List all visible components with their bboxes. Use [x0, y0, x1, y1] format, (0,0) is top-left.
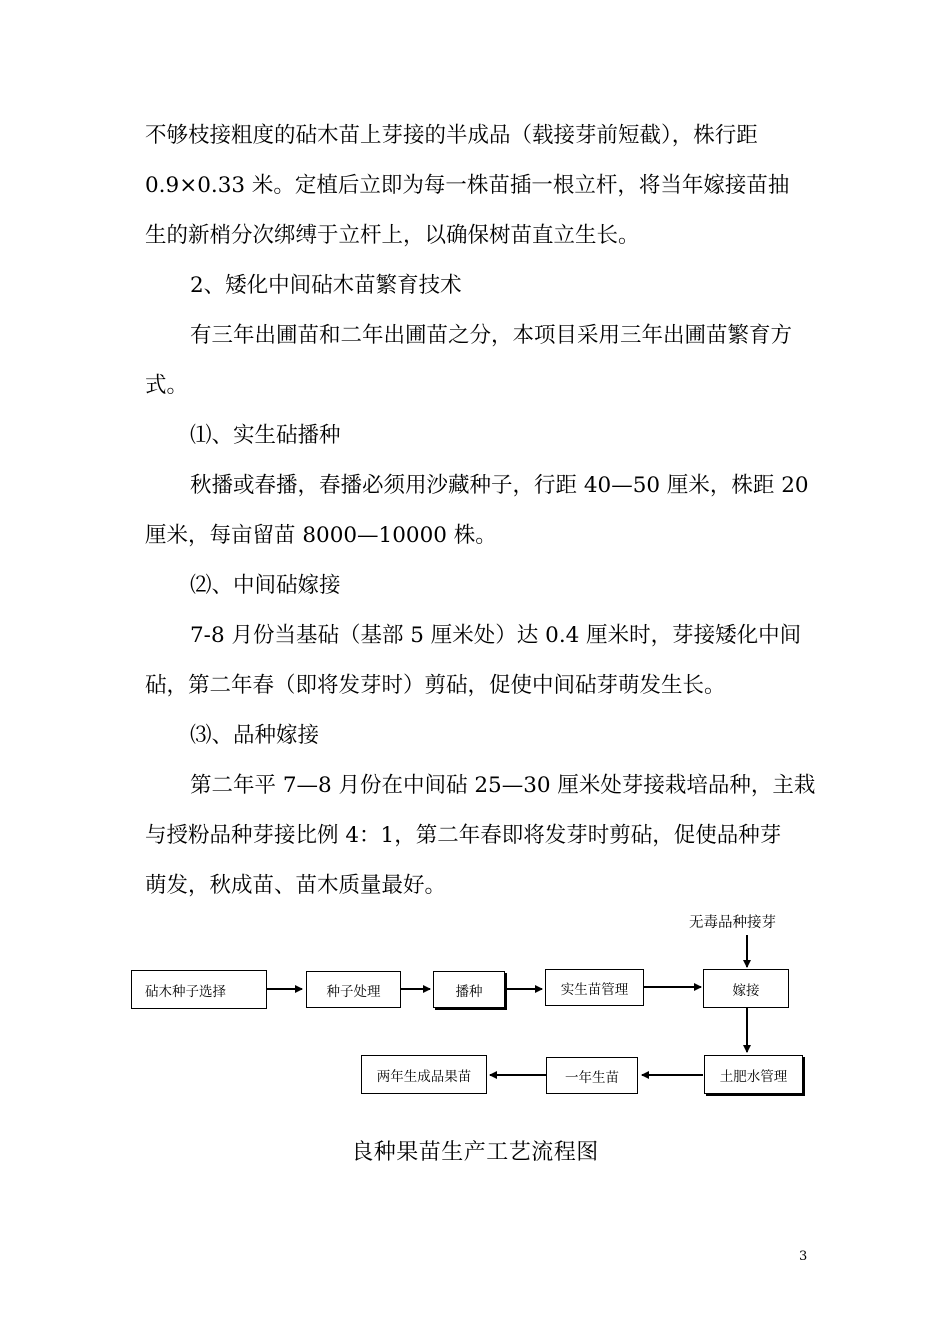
paragraph-line: 第二年平 7—8 月份在中间砧 25—30 厘米处芽接栽培品种，主栽 — [190, 773, 816, 798]
virus-free-bud-label: 无毒品种接芽 — [689, 915, 776, 931]
paragraph-line: 有三年出圃苗和二年出圃苗之分，本项目采用三年出圃苗繁育方 — [190, 323, 793, 348]
subsection-heading: ⑴、实生砧播种 — [190, 423, 341, 448]
paragraph-line: 砧，第二年春（即将发芽时）剪砧，促使中间砧芽萌发生长。 — [145, 673, 726, 698]
node-soil-water-management: 土肥水管理 — [704, 1055, 803, 1094]
subsection-heading: ⑵、中间砧嫁接 — [190, 573, 341, 598]
paragraph-line: 7-8 月份当基砧（基部 5 厘米处）达 0.4 厘米时，芽接矮化中间 — [190, 623, 802, 648]
node-seed-treatment: 种子处理 — [306, 971, 401, 1008]
node-grafting: 嫁接 — [703, 969, 789, 1008]
subsection-heading: ⑶、品种嫁接 — [190, 723, 320, 748]
paragraph-line: 秋播或春播，春播必须用沙藏种子，行距 40—50 厘米，株距 20 — [190, 473, 809, 498]
paragraph-line: 与授粉品种芽接比例 4：1，第二年春即将发芽时剪砧，促使品种芽 — [145, 823, 782, 848]
paragraph-line: 不够枝接粗度的砧木苗上芽接的半成品（载接芽前短截），株行距 — [145, 123, 758, 148]
node-sowing: 播种 — [433, 971, 505, 1008]
node-two-year-seedling: 两年生成品果苗 — [361, 1055, 487, 1094]
paragraph-line: 萌发，秋成苗、苗木质量最好。 — [145, 873, 447, 898]
section-heading: 2、矮化中间砧木苗繁育技术 — [190, 273, 462, 298]
node-one-year-seedling: 一年生苗 — [546, 1057, 638, 1094]
node-rootstock-seed: 砧木种子选择 — [131, 970, 267, 1009]
paragraph-line: 厘米，每亩留苗 8000—10000 株。 — [145, 523, 497, 548]
flowchart-caption: 良种果苗生产工艺流程图 — [351, 1140, 599, 1165]
page-number: 3 — [799, 1249, 808, 1264]
paragraph-line: 式。 — [145, 373, 189, 398]
node-seedling-management: 实生苗管理 — [545, 969, 644, 1006]
paragraph-line: 生的新梢分次绑缚于立杆上，以确保树苗直立生长。 — [145, 223, 640, 248]
paragraph-line: 0.9×0.33 米。定植后立即为每一株苗插一根立杆，将当年嫁接苗抽 — [145, 173, 790, 198]
